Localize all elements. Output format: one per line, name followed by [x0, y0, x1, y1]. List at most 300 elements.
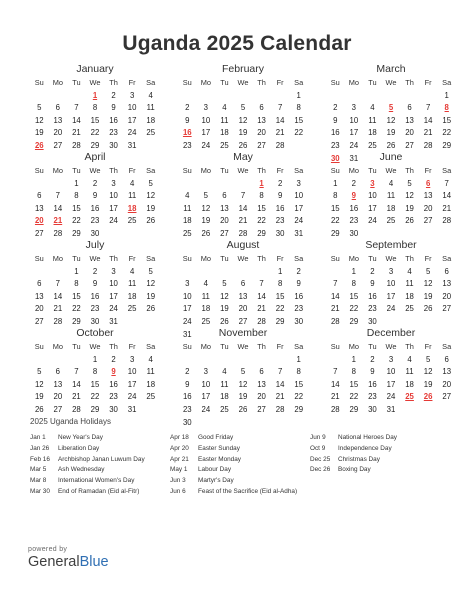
day: 9 [296, 279, 301, 289]
holiday-item [310, 433, 397, 444]
day: 1 [351, 354, 357, 364]
day-grid [30, 341, 160, 417]
holiday-date: Dec 26 [310, 466, 331, 474]
day: 13 [257, 379, 266, 389]
day: 15 [257, 203, 266, 213]
day: 17 [386, 291, 396, 301]
weekday-header: Fr [424, 254, 432, 263]
day: 30 [294, 316, 304, 326]
day: 12 [201, 203, 211, 213]
day: 12 [405, 191, 414, 201]
day: 1 [296, 90, 301, 100]
day: 15 [442, 115, 452, 125]
holiday-name: Feast of the Sacrifice (Eid al-Adha) [198, 487, 298, 495]
weekday-header: Mo [200, 342, 211, 351]
day: 26 [146, 304, 156, 314]
day-grid [326, 165, 456, 241]
holiday-item [170, 476, 297, 487]
day: 22 [330, 216, 340, 226]
holiday-name: National Heroes Day [338, 434, 397, 441]
empty-day [345, 90, 364, 103]
weekday-header: Mo [348, 78, 359, 87]
day: 11 [405, 279, 414, 289]
day: 15 [72, 291, 81, 301]
day: 9 [333, 115, 338, 125]
holiday-name: End of Ramadan (Eid al-Fitr) [58, 487, 140, 495]
day: 21 [238, 216, 248, 226]
weekday-header: Th [405, 342, 414, 351]
weekday-header: Sa [294, 78, 304, 87]
day: 14 [442, 191, 452, 201]
empty-day [326, 354, 345, 367]
day: 27 [442, 304, 452, 314]
day: 25 [127, 304, 137, 314]
weekday-header: Th [257, 78, 266, 87]
holiday-date: Apr 20 [170, 444, 189, 452]
day: 17 [127, 115, 137, 125]
weekday-header: Th [109, 254, 118, 263]
day: 8 [277, 279, 283, 289]
day: 24 [109, 216, 118, 226]
day: 15 [275, 291, 285, 301]
holiday-item [310, 455, 397, 466]
day: 12 [34, 115, 44, 125]
holiday-date: Jun 3 [170, 477, 186, 485]
weekday-header: We [237, 78, 249, 87]
day: 16 [90, 203, 100, 213]
day: 11 [146, 367, 155, 377]
day: 17 [201, 128, 211, 138]
holiday-day: 9 [351, 191, 357, 201]
empty-day [252, 266, 271, 279]
empty-day [234, 354, 253, 367]
day-grid [30, 165, 160, 241]
holiday-day: 6 [425, 178, 431, 188]
weekday-header: Su [182, 166, 192, 175]
day: 14 [72, 115, 81, 125]
weekday-header: Tu [72, 342, 81, 351]
day: 16 [349, 203, 359, 213]
empty-day [197, 266, 216, 279]
holiday-name: Liberation Day [58, 444, 100, 452]
day: 28 [238, 228, 248, 238]
day: 20 [257, 392, 266, 402]
day: 8 [351, 367, 357, 377]
day: 16 [109, 379, 118, 389]
day: 28 [53, 316, 63, 326]
day: 16 [368, 291, 377, 301]
day: 15 [294, 379, 304, 389]
day: 4 [129, 178, 135, 188]
day: 23 [109, 392, 118, 402]
day: 4 [129, 266, 135, 276]
day: 8 [351, 279, 357, 289]
day: 14 [238, 203, 248, 213]
holiday-name: New Year's Day [58, 434, 103, 441]
day: 2 [351, 178, 357, 188]
day: 19 [238, 128, 248, 138]
empty-day [252, 90, 271, 103]
day: 21 [257, 304, 266, 314]
month-name: November [218, 327, 268, 339]
generalblue-logo[interactable] [28, 554, 109, 570]
day: 18 [220, 128, 229, 138]
day: 4 [222, 367, 227, 377]
day: 8 [296, 103, 301, 113]
day: 1 [277, 266, 283, 276]
day: 22 [275, 304, 285, 314]
day: 25 [386, 216, 396, 226]
day: 29 [275, 316, 285, 326]
day: 22 [72, 216, 81, 226]
weekday-header: Mo [52, 78, 63, 87]
weekday-header: Th [405, 254, 414, 263]
empty-day [234, 178, 253, 191]
day: 10 [127, 367, 137, 377]
holiday-name: Archbishop Janan Luwum Day [58, 455, 145, 463]
empty-day [30, 90, 49, 103]
day: 24 [349, 140, 359, 150]
day: 28 [442, 216, 452, 226]
weekday-header: Fr [424, 166, 432, 175]
weekday-header: Su [330, 254, 340, 263]
day: 29 [349, 316, 359, 326]
day: 23 [182, 404, 192, 414]
day: 10 [182, 291, 192, 301]
empty-day [30, 354, 49, 367]
day: 17 [368, 203, 377, 213]
day: 1 [351, 266, 357, 276]
holiday-item [30, 444, 145, 455]
day: 26 [423, 304, 433, 314]
holiday-name: Boxing Day [338, 466, 371, 474]
holiday-name: International Women's Day [58, 477, 135, 485]
weekday-header: Sa [146, 78, 156, 87]
day: 31 [109, 316, 118, 326]
day: 23 [368, 304, 377, 314]
empty-day [49, 354, 68, 367]
empty-day [326, 90, 345, 103]
day: 29 [72, 316, 81, 326]
day: 7 [333, 279, 338, 289]
day: 3 [129, 90, 135, 100]
day: 19 [146, 291, 156, 301]
day: 13 [34, 203, 44, 213]
day: 2 [92, 178, 98, 188]
weekday-header: We [385, 166, 397, 175]
footer [28, 546, 109, 570]
holiday-day: 1 [259, 178, 264, 188]
day: 10 [109, 279, 118, 289]
day: 19 [34, 128, 44, 138]
day: 31 [349, 153, 359, 163]
day: 23 [182, 140, 192, 150]
day: 2 [111, 90, 116, 100]
day: 13 [53, 115, 63, 125]
weekday-header: Su [182, 78, 192, 87]
day: 8 [74, 279, 79, 289]
weekday-header: Sa [146, 166, 156, 175]
day: 22 [257, 216, 266, 226]
empty-day [363, 90, 382, 103]
weekday-header: Mo [200, 78, 211, 87]
day: 13 [53, 379, 63, 389]
weekday-header: Su [34, 166, 44, 175]
weekday-header: Su [330, 78, 340, 87]
holiday-item [310, 465, 397, 476]
holiday-column [30, 433, 145, 498]
weekday-header: We [89, 254, 101, 263]
day: 4 [148, 354, 153, 364]
day: 27 [34, 228, 44, 238]
day: 12 [423, 367, 433, 377]
empty-day [271, 354, 290, 367]
holiday-name: Easter Sunday [198, 444, 240, 452]
month-name: August [226, 239, 260, 251]
day: 13 [257, 115, 266, 125]
day: 18 [386, 203, 396, 213]
day: 2 [111, 354, 116, 364]
day: 27 [257, 140, 266, 150]
day: 24 [386, 392, 396, 402]
day: 10 [349, 115, 359, 125]
month-november [178, 326, 308, 429]
day: 17 [201, 392, 211, 402]
weekday-header: Th [109, 166, 118, 175]
day: 22 [442, 128, 452, 138]
empty-day [400, 90, 419, 103]
holiday-date: Mar 5 [30, 466, 47, 474]
day: 25 [146, 392, 156, 402]
day: 17 [109, 203, 118, 213]
day: 27 [53, 140, 63, 150]
day: 17 [349, 128, 359, 138]
day: 9 [185, 379, 190, 389]
day: 10 [201, 115, 211, 125]
day: 12 [423, 279, 433, 289]
day: 9 [370, 279, 375, 289]
day: 9 [92, 279, 98, 289]
day: 28 [330, 404, 340, 414]
day: 12 [34, 379, 44, 389]
holiday-date: Mar 8 [30, 477, 47, 485]
brand-blue: Blue [79, 554, 109, 570]
holiday-day: 3 [370, 178, 375, 188]
month-name: July [85, 239, 105, 251]
day: 25 [182, 228, 192, 238]
day: 1 [74, 266, 79, 276]
day: 28 [72, 140, 81, 150]
day: 11 [183, 203, 192, 213]
day-grid [178, 77, 308, 153]
day: 26 [405, 216, 414, 226]
day-grid [178, 341, 308, 429]
day: 20 [53, 128, 63, 138]
day: 16 [109, 115, 118, 125]
weekday-header: Fr [424, 78, 432, 87]
weekday-header: Th [109, 78, 118, 87]
day: 8 [74, 191, 79, 201]
weekday-header: We [89, 342, 101, 351]
day: 22 [349, 304, 359, 314]
holiday-name: Martyr's Day [198, 477, 234, 485]
day: 29 [349, 404, 359, 414]
weekday-header: Mo [348, 166, 359, 175]
day: 6 [259, 103, 264, 113]
month-name: January [76, 63, 114, 75]
day: 9 [111, 103, 116, 113]
day: 25 [220, 140, 229, 150]
day: 28 [275, 404, 285, 414]
day: 18 [146, 115, 156, 125]
weekday-header: Su [34, 342, 44, 351]
holiday-day: 26 [34, 140, 44, 150]
day: 4 [388, 178, 394, 188]
powered-by-text: powered by [28, 546, 68, 553]
day: 8 [259, 191, 264, 201]
day: 11 [146, 103, 155, 113]
holiday-date: Apr 21 [170, 455, 189, 463]
day: 30 [182, 417, 192, 427]
day: 14 [275, 379, 285, 389]
day: 7 [277, 103, 283, 113]
empty-day [67, 354, 86, 367]
day: 30 [109, 404, 118, 414]
day: 20 [34, 304, 44, 314]
day: 13 [442, 279, 452, 289]
day: 6 [222, 191, 227, 201]
empty-day [419, 90, 438, 103]
weekday-header: Sa [294, 166, 304, 175]
holiday-name: Independence Day [338, 444, 392, 452]
holidays-title: 2025 Uganda Holidays [30, 417, 111, 426]
day: 19 [220, 304, 229, 314]
month-may [178, 150, 308, 241]
weekday-header: Tu [368, 166, 377, 175]
day: 17 [182, 304, 192, 314]
day: 30 [90, 228, 100, 238]
day: 30 [368, 316, 377, 326]
day: 7 [74, 367, 79, 377]
day: 8 [296, 367, 301, 377]
day: 21 [330, 304, 340, 314]
weekday-header: We [385, 78, 397, 87]
empty-day [271, 90, 290, 103]
day: 30 [349, 228, 359, 238]
day: 19 [146, 203, 156, 213]
day: 14 [330, 379, 340, 389]
day: 26 [238, 140, 248, 150]
day: 10 [109, 191, 118, 201]
day: 7 [425, 103, 431, 113]
day: 12 [238, 115, 248, 125]
weekday-header: Su [34, 254, 44, 263]
day: 4 [407, 354, 412, 364]
day: 24 [386, 304, 396, 314]
day: 18 [201, 304, 211, 314]
weekday-header: Mo [52, 166, 63, 175]
day: 5 [37, 103, 42, 113]
day: 6 [444, 266, 449, 276]
day: 17 [386, 379, 396, 389]
weekday-header: Tu [368, 78, 377, 87]
empty-day [49, 90, 68, 103]
holiday-date: Jun 9 [310, 434, 326, 441]
empty-day [49, 266, 68, 279]
day: 11 [220, 115, 229, 125]
day: 21 [72, 128, 81, 138]
weekday-header: Tu [368, 342, 377, 351]
day: 30 [90, 316, 100, 326]
weekday-header: Sa [146, 254, 156, 263]
day: 13 [220, 203, 229, 213]
day: 16 [182, 392, 192, 402]
day: 15 [349, 379, 359, 389]
day: 22 [294, 128, 304, 138]
brand-general: General [28, 554, 80, 570]
day: 23 [294, 304, 304, 314]
day: 19 [386, 128, 396, 138]
day: 11 [405, 367, 414, 377]
day: 31 [182, 329, 192, 339]
weekday-header: Fr [276, 78, 284, 87]
empty-day [215, 90, 234, 103]
day: 24 [201, 404, 211, 414]
day: 28 [72, 404, 81, 414]
day: 16 [368, 379, 377, 389]
holiday-day: 25 [405, 392, 414, 402]
weekday-header: We [385, 342, 397, 351]
weekday-header: We [237, 254, 249, 263]
day: 31 [127, 404, 137, 414]
day: 27 [405, 140, 414, 150]
day: 16 [294, 291, 304, 301]
day-grid [30, 77, 160, 153]
day: 15 [72, 203, 81, 213]
day: 15 [349, 291, 359, 301]
empty-day [178, 266, 197, 279]
holiday-date: Jan 26 [30, 444, 50, 452]
day: 6 [240, 279, 246, 289]
weekday-header: Fr [128, 166, 136, 175]
day: 3 [296, 178, 301, 188]
weekday-header: Tu [72, 254, 81, 263]
day: 18 [220, 392, 229, 402]
weekday-header: Sa [146, 342, 156, 351]
day: 14 [275, 115, 285, 125]
holiday-column [310, 433, 397, 476]
weekday-header: Fr [424, 342, 432, 351]
day: 20 [53, 392, 63, 402]
day: 10 [386, 279, 396, 289]
weekday-header: Fr [128, 342, 136, 351]
day: 8 [92, 103, 98, 113]
weekday-header: We [237, 166, 249, 175]
day: 5 [425, 266, 431, 276]
day: 5 [148, 266, 153, 276]
day: 5 [37, 367, 42, 377]
day: 28 [330, 316, 340, 326]
day: 11 [128, 191, 137, 201]
day: 7 [74, 103, 79, 113]
day: 3 [203, 103, 209, 113]
day: 21 [53, 304, 63, 314]
weekday-header: Th [405, 78, 414, 87]
weekday-header: Su [330, 166, 340, 175]
empty-day [326, 266, 345, 279]
holiday-item [170, 487, 297, 498]
holiday-day: 8 [444, 103, 449, 113]
